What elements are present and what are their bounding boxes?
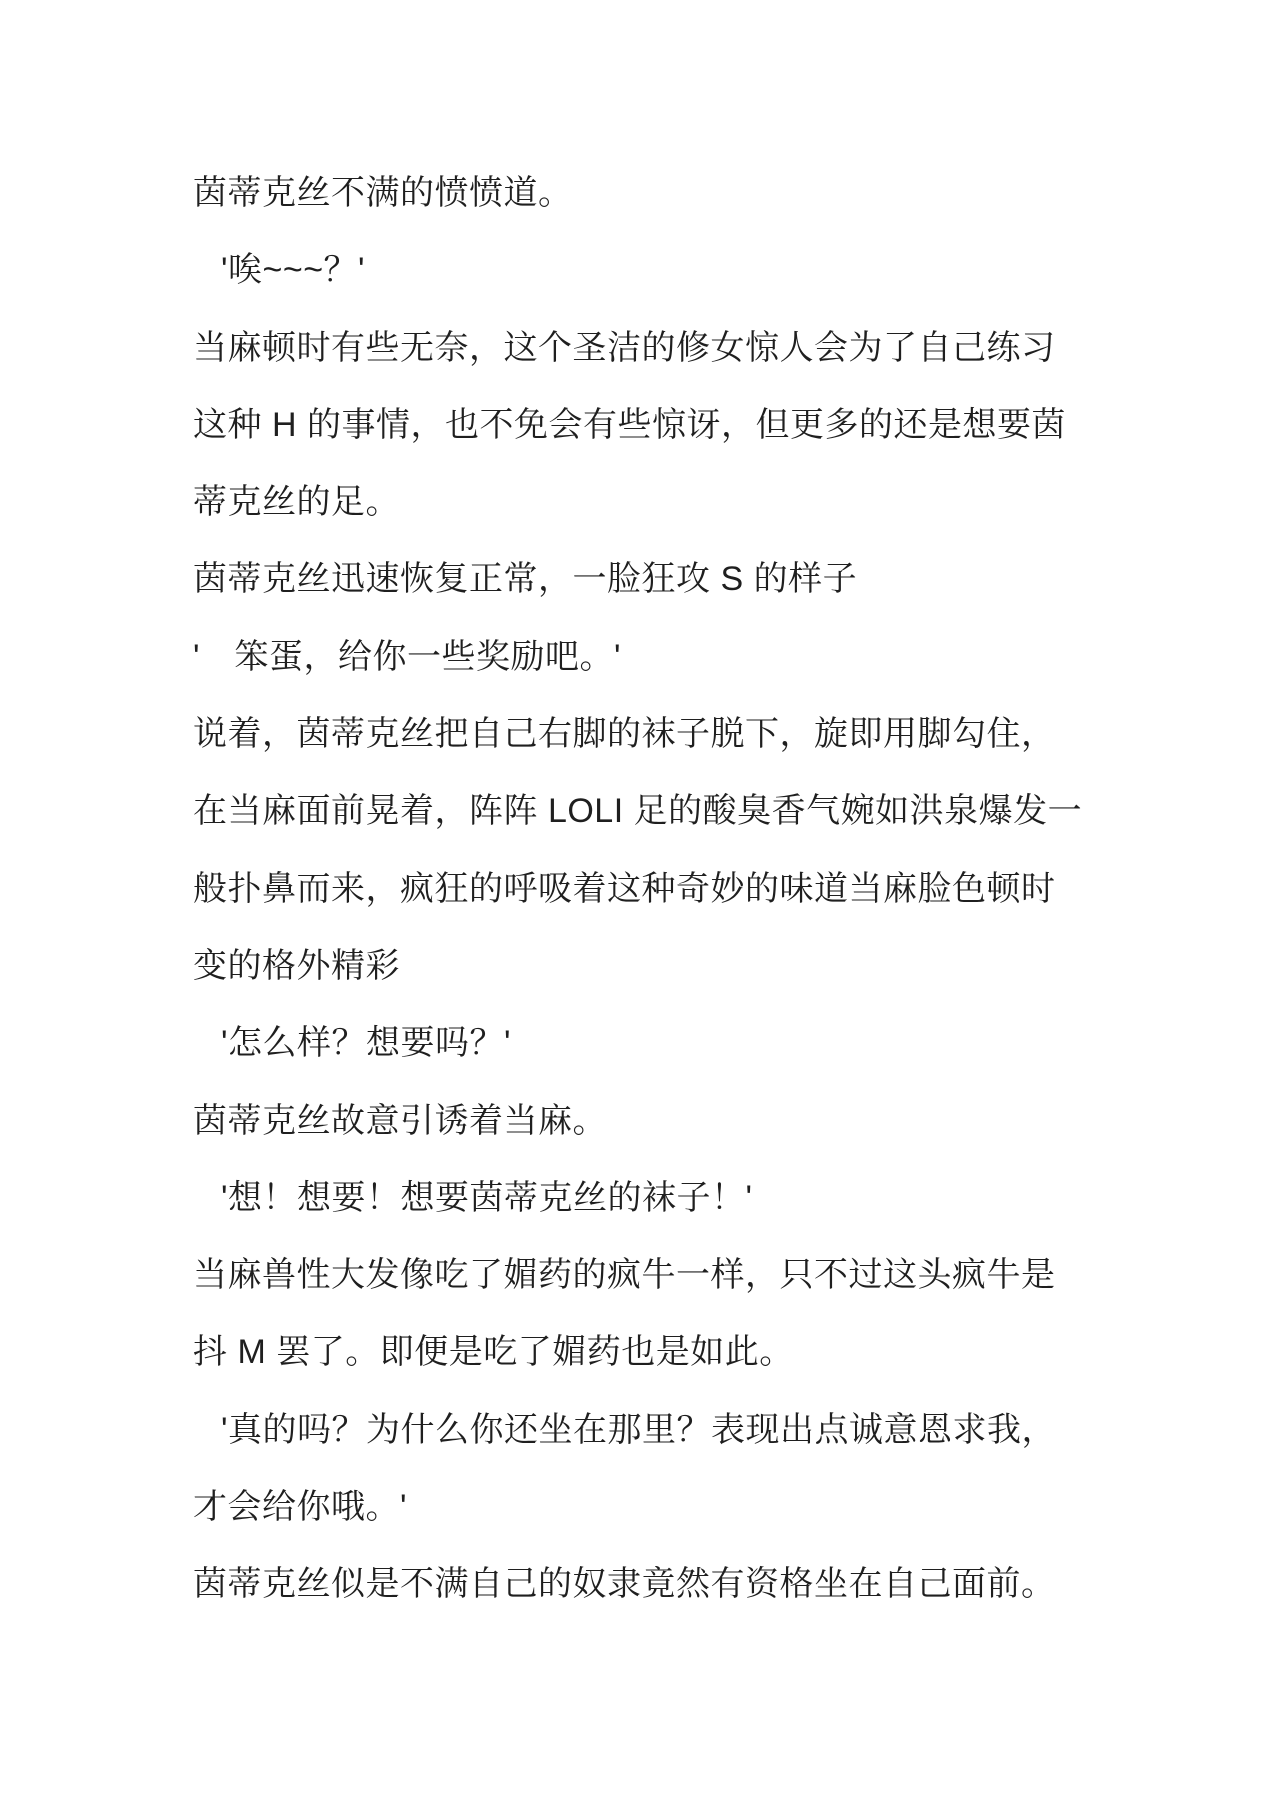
text-line: 茵蒂克丝不满的愤愤道。 (193, 174, 573, 212)
text-line: 抖 M 罢了。即便是吃了媚药也是如此。 (193, 1333, 794, 1372)
text-line: 在当麻面前晃着，阵阵 LOLI 足的酸臭香气婉如洪泉爆发一 (193, 792, 1083, 831)
text-line: 这种 H 的事情，也不免会有些惊讶，但更多的还是想要茵 (193, 405, 1066, 444)
text-line: 说着，茵蒂克丝把自己右脚的袜子脱下，旋即用脚勾住， (193, 715, 1056, 754)
text-line: 当麻兽性大发像吃了媚药的疯牛一样，只不过这头疯牛是 (193, 1256, 1056, 1295)
text-line: 般扑鼻而来，疯狂的呼吸着这种奇妙的味道当麻脸色顿时 (193, 869, 1056, 908)
text-line: 茵蒂克丝故意引诱着当麻。 (193, 1101, 607, 1140)
text-line: '想！想要！想要茵蒂克丝的袜子！' (221, 1178, 753, 1217)
text-line: 当麻顿时有些无奈，这个圣洁的修女惊人会为了自己练习 (193, 328, 1056, 367)
text-line: 才会给你哦。' (193, 1488, 407, 1527)
text-line: 变的格外精彩 (193, 946, 400, 985)
novel-text-block (193, 155, 1100, 1624)
text-line: 茵蒂克丝迅速恢复正常，一脸狂攻 S 的样子 (193, 560, 858, 599)
text-line: 茵蒂克丝似是不满自己的奴隶竟然有资格坐在自己面前。 (193, 1565, 1056, 1604)
text-line: '唉~~~？' (221, 251, 366, 290)
text-line: '真的吗？为什么你还坐在那里？表现出点诚意恩求我， (221, 1410, 1056, 1449)
text-line: ' 笨蛋，给你一些奖励吧。' (193, 637, 621, 676)
text-line: '怎么样？想要吗？' (221, 1024, 511, 1063)
text-line: 蒂克丝的足。 (193, 483, 400, 522)
